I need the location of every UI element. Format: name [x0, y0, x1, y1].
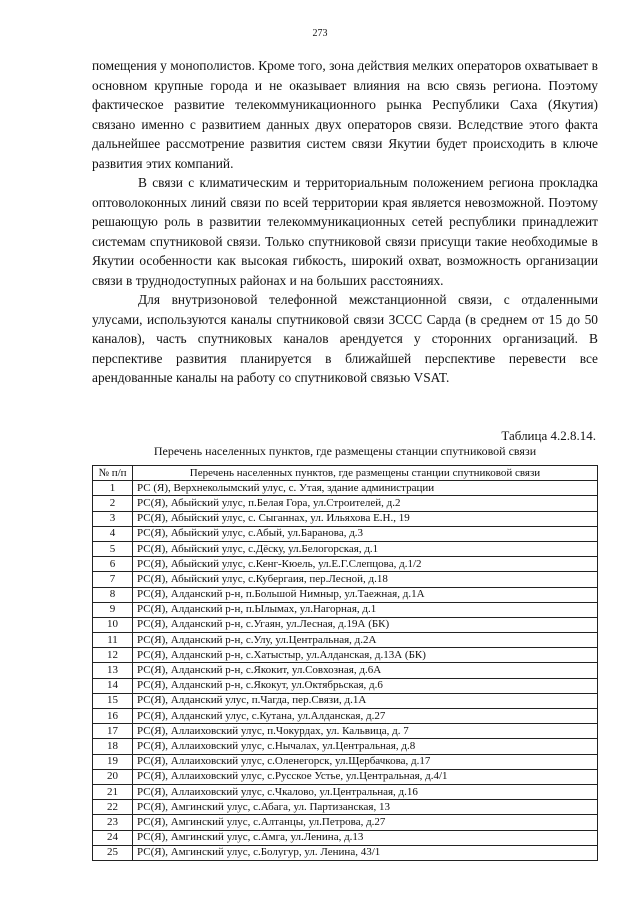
row-number: 18 — [93, 739, 133, 754]
row-number: 1 — [93, 481, 133, 496]
row-location: РС(Я), Алданский р-н, с.Улу, ул.Центральная, д.2А — [133, 633, 598, 648]
row-number: 22 — [93, 800, 133, 815]
row-location: РС(Я), Абыйский улус, с.Абый, ул.Баранова, д.3 — [133, 526, 598, 541]
table-row — [93, 541, 598, 556]
row-number: 16 — [93, 709, 133, 724]
table-row — [93, 693, 598, 708]
row-number: 11 — [93, 633, 133, 648]
row-number: 10 — [93, 617, 133, 632]
table-row — [93, 648, 598, 663]
row-location: РС(Я), Алданский р-н, с.Якокут, ул.Октябрьская, д.6 — [133, 678, 598, 693]
row-number: 14 — [93, 678, 133, 693]
row-number: 15 — [93, 693, 133, 708]
row-location: РС(Я), Абыйский улус, п.Белая Гора, ул.Строителей, д.2 — [133, 496, 598, 511]
row-location: РС(Я), Аллаиховский улус, с.Русское Устье, ул.Центральная, д.4/1 — [133, 769, 598, 784]
table-row — [93, 830, 598, 845]
table-row — [93, 709, 598, 724]
row-location: РС(Я), Алданский улус, с.Кутана, ул.Алданская, д.27 — [133, 709, 598, 724]
row-location: РС(Я), Алданский р-н, с.Якокит, ул.Совхозная, д.6А — [133, 663, 598, 678]
table-row — [93, 572, 598, 587]
row-number: 21 — [93, 784, 133, 799]
row-number: 6 — [93, 557, 133, 572]
table-row — [93, 587, 598, 602]
table-body — [93, 481, 598, 861]
paragraph-1: помещения у монополистов. Кроме того, зона действия мелких операторов охватывает в основном крупные города и не оказывает влияния на всю связь региона. Поэтому фактическое развитие телекоммуникационного рынка Республики Саха (Якутия) связано именно с развитием данных двух операторов связи. Вследствие этого факта дальнейшее рассмотрение развития систем связи Якутии будет происходить в ключе развития этих компаний. — [92, 58, 598, 171]
row-number: 13 — [93, 663, 133, 678]
table-row — [93, 617, 598, 632]
row-number: 12 — [93, 648, 133, 663]
row-location: РС(Я), Амгинский улус, с.Абага, ул. Партизанская, 13 — [133, 800, 598, 815]
body-text — [92, 56, 598, 388]
row-number: 20 — [93, 769, 133, 784]
row-location: РС(Я), Амгинский улус, с.Амга, ул.Ленина, д.13 — [133, 830, 598, 845]
row-location: РС(Я), Амгинский улус, с.Болугур, ул. Ленина, 43/1 — [133, 845, 598, 860]
row-number: 19 — [93, 754, 133, 769]
row-location: РС(Я), Аллаиховский улус, с.Нычалах, ул.Центральная, д.8 — [133, 739, 598, 754]
table-label: Таблица 4.2.8.14. — [501, 428, 596, 443]
table-row — [93, 739, 598, 754]
table-row — [93, 633, 598, 648]
row-number: 17 — [93, 724, 133, 739]
row-location: РС(Я), Абыйский улус, с.Дёску, ул.Белогорская, д.1 — [133, 541, 598, 556]
row-number: 8 — [93, 587, 133, 602]
table-row — [93, 557, 598, 572]
table-caption: Перечень населенных пунктов, где размещены станции спутниковой связи — [153, 444, 537, 458]
table-row — [93, 496, 598, 511]
row-number: 4 — [93, 526, 133, 541]
table-row — [93, 815, 598, 830]
table-row — [93, 511, 598, 526]
row-location: РС(Я), Алданский р-н, с.Угаян, ул.Лесная, д.19А (БК) — [133, 617, 598, 632]
table-row — [93, 724, 598, 739]
row-location: РС(Я), Алданский р-н, п.Большой Нимныр, ул.Таежная, д.1А — [133, 587, 598, 602]
row-location: РС(Я), Абыйский улус, с.Кенг-Кюель, ул.Е.Г.Слепцова, д.1/2 — [133, 557, 598, 572]
row-number: 2 — [93, 496, 133, 511]
row-number: 9 — [93, 602, 133, 617]
table-row — [93, 526, 598, 541]
row-location: РС(Я), Аллаиховский улус, п.Чокурдах, ул. Кальвица, д. 7 — [133, 724, 598, 739]
row-number: 7 — [93, 572, 133, 587]
row-location: РС(Я), Алданский улус, п.Чагда, пер.Связи, д.1А — [133, 693, 598, 708]
table-row — [93, 800, 598, 815]
page-number: 273 — [312, 28, 328, 39]
table-header-row — [93, 466, 598, 481]
row-number: 25 — [93, 845, 133, 860]
row-number: 24 — [93, 830, 133, 845]
row-number: 5 — [93, 541, 133, 556]
table-row — [93, 602, 598, 617]
stations-table — [92, 465, 598, 861]
row-number: 3 — [93, 511, 133, 526]
paragraph-3: Для внутризоновой телефонной межстанционной связи, с отдаленными улусами, используются каналы спутниковой связи ЗССС Сарда (в среднем от 15 до 50 каналов), часть спутниковых каналов арендуется у сторонних организаций. В перспективе развития планируется в ближайшей перспективе перевести все арендованные каналы на работу со спутниковой связью VSAT. — [92, 292, 598, 385]
table-row — [93, 769, 598, 784]
row-location: РС(Я), Амгинский улус, с.Алтанцы, ул.Петрова, д.27 — [133, 815, 598, 830]
row-location: РС (Я), Верхнеколымский улус, с. Утая, здание администрации — [133, 481, 598, 496]
header-locations: Перечень населенных пунктов, где размещены станции спутниковой связи — [133, 466, 598, 481]
paragraph-2: В связи с климатическим и территориальным положением региона прокладка оптоволоконных линий связи по всей территории края является невозможной. Поэтому решающую роль в развитии телекоммуникационных сетей республики принадлежит системам спутниковой связи. Только спутниковой связи присущи такие необходимые в Якутии особенности как высокая гибкость, широкий охват, возможность организации связи в труднодоступных районах и на больших расстояниях. — [92, 175, 598, 288]
row-location: РС(Я), Абыйский улус, с. Сыганнах, ул. Ильяхова Е.Н., 19 — [133, 511, 598, 526]
row-location: РС(Я), Абыйский улус, с.Кубергаия, пер.Лесной, д.18 — [133, 572, 598, 587]
row-location: РС(Я), Алданский р-н, с.Хатыстыр, ул.Алданская, д.13А (БК) — [133, 648, 598, 663]
table-row — [93, 481, 598, 496]
table-row — [93, 678, 598, 693]
header-number: № п/п — [93, 466, 133, 481]
row-number: 23 — [93, 815, 133, 830]
row-location: РС(Я), Алданский р-н, п.Ылымах, ул.Нагорная, д.1 — [133, 602, 598, 617]
table-row — [93, 754, 598, 769]
table-row — [93, 845, 598, 860]
row-location: РС(Я), Аллаиховский улус, с.Чкалово, ул.Центральная, д.16 — [133, 784, 598, 799]
table-row — [93, 663, 598, 678]
row-location: РС(Я), Аллаиховский улус, с.Оленегорск, ул.Щербачкова, д.17 — [133, 754, 598, 769]
table-row — [93, 784, 598, 799]
